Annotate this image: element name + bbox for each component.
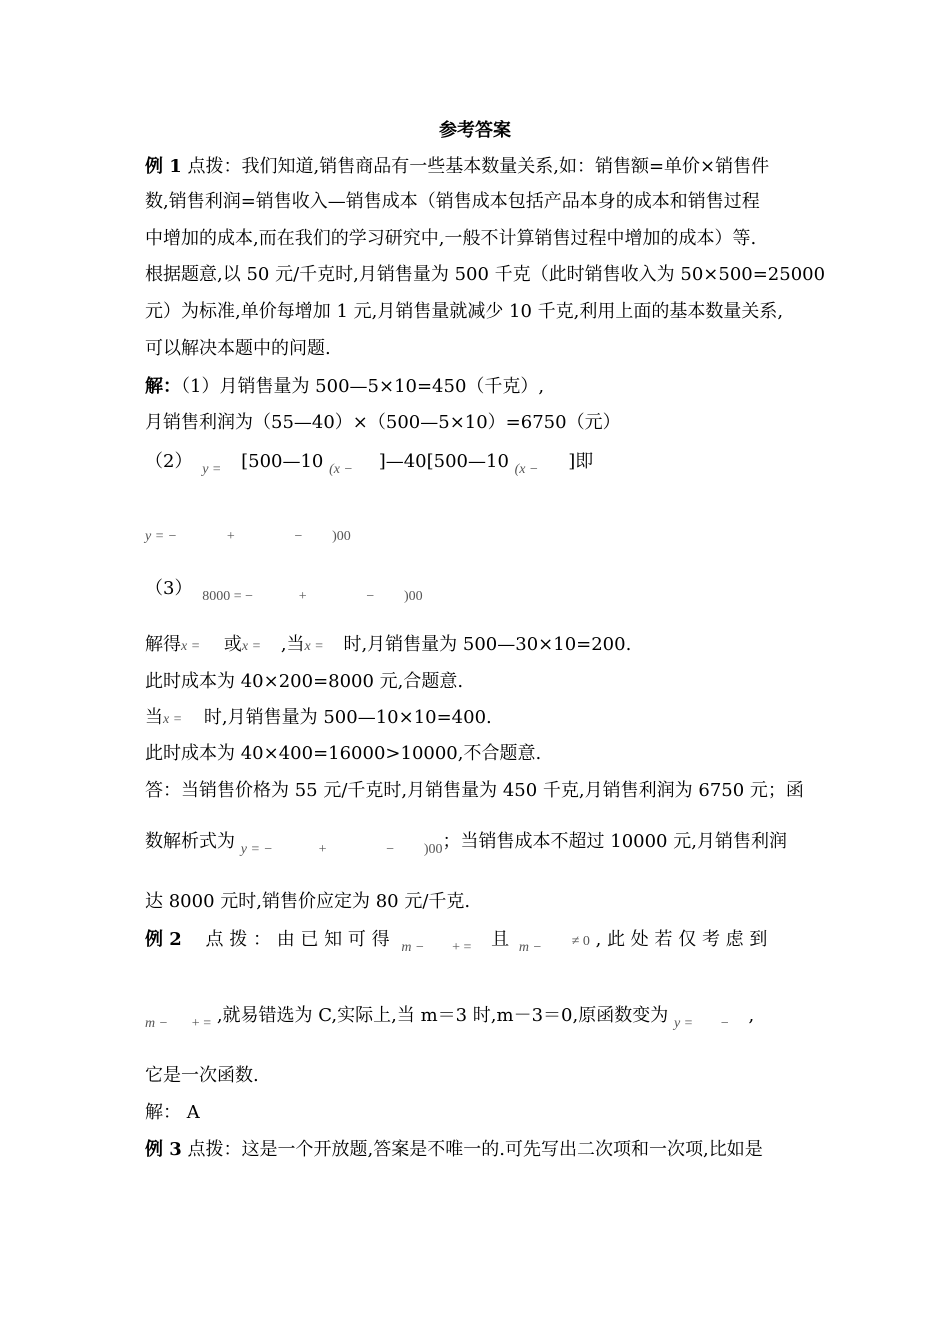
ex3-label: 例 3 [145, 1139, 182, 1160]
ex2-solution: 解： A [145, 1102, 200, 1123]
part2-eq-plus: + [226, 529, 235, 544]
result3-x: x = [163, 712, 183, 727]
ex2-hint-text-b: , 此 处 若 仅 考 虑 到 [595, 929, 768, 950]
result-x-3: x = [304, 639, 324, 654]
ex2-l2-plus-eq: + = [191, 1016, 212, 1031]
answer-text-a: 数解析式为 [145, 831, 235, 852]
part2-eq-minus: − [294, 529, 303, 544]
ex1-answer-line-1: 答：当销售价格为 55 元/千克时,月销售量为 450 千克,月销售利润为 6750 元；函 [145, 780, 804, 801]
ex1-solution-line-2: 月销售利润为（55—40）×（500—5×10）=6750（元） [145, 412, 621, 433]
ex2-l2-m-expr: m − [145, 1016, 169, 1031]
ex1-hint-line-3: 中增加的成本,而在我们的学习研究中,一般不计算销售过程中增加的成本）等. [145, 228, 757, 249]
answer-y: y = − [240, 842, 273, 857]
part2-x-paren-1: (x − [329, 462, 353, 477]
ex2-hint-line-1 [145, 927, 810, 955]
ex2-hint-text-a: 点 拨 ： 由 已 知 可 得 [205, 929, 390, 950]
ex1-hint-line-6: 可以解决本题中的问题. [145, 338, 331, 359]
result-text-a: 解得 [145, 634, 181, 655]
page-title: 参考答案 [439, 120, 511, 141]
part3-minus: − [366, 589, 375, 604]
ex1-hint-text-1: 点拨：我们知道,销售商品有一些基本数量关系,如：销售额=单价×销售件 [187, 156, 770, 177]
ex2-m-expr-1b: + = [452, 940, 472, 955]
part3-plus: + [298, 589, 307, 604]
ex2-not-equal: ≠ 0 [571, 934, 590, 949]
result3-text-b: 时,月销售量为 500—10×10=400. [203, 707, 492, 728]
result3-text-a: 当 [145, 707, 163, 728]
ex1-label: 例 1 [145, 156, 182, 177]
ex2-l2-minus: − [720, 1016, 729, 1031]
part2-eq-y: y = − [145, 529, 178, 544]
ex2-hint-line-2 [145, 1003, 810, 1031]
result-text-d: 时,月销售量为 500—30×10=200. [343, 634, 632, 655]
part2-label: （2） [145, 451, 193, 472]
result-text-c: ,当 [280, 634, 305, 655]
part2-x-paren-2: (x − [514, 462, 539, 477]
ex2-qie: 且 [491, 929, 510, 950]
ex1-part2-line [145, 449, 810, 477]
part2-eq-tail: )00 [332, 529, 351, 544]
result-x-2: x = [241, 639, 262, 654]
result-x-1: x = [181, 639, 201, 654]
part2-text-1: [500—10 [241, 451, 324, 472]
ex2-l2-text: ,就易错选为 C,实际上,当 m＝3 时,m－3＝0,原函数变为 [216, 1005, 669, 1026]
ex2-l2-comma: , [748, 1005, 755, 1026]
answer-tail: )00 [423, 842, 443, 857]
part3-tail: )00 [404, 589, 423, 604]
ex3-hint-text: 点拨：这是一个开放题,答案是不唯一的.可先写出二次项和一次项,比如是 [187, 1139, 763, 1160]
ex2-label: 例 2 [145, 929, 182, 950]
part2-text-2: ]—40[500—10 [378, 451, 509, 472]
ex3-hint-line-1 [145, 1137, 810, 1163]
ex1-part3-line [145, 576, 810, 604]
ex1-result-line-3 [145, 705, 810, 733]
ex1-answer-line-3: 达 8000 元时,销售价应定为 80 元/千克. [145, 891, 471, 912]
ex2-m-expr-1: m − [401, 940, 425, 955]
ex1-hint-line-4: 根据题意,以 50 元/千克时,月销售量为 500 千克（此时销售收入为 50×500=25000 [145, 264, 826, 285]
part3-label: （3） [145, 578, 193, 599]
answer-minus: − [386, 842, 395, 857]
ex1-hint-line-2: 数,销售利润=销售收入—销售成本（销售成本包括产品本身的成本和销售过程 [145, 191, 760, 212]
ex1-solution-line-1 [145, 374, 810, 400]
answer-plus: + [318, 842, 327, 857]
ex2-line-3: 它是一次函数. [145, 1065, 259, 1086]
part3-lhs: 8000 = − [202, 589, 253, 604]
part2-y-symbol: y = [202, 462, 222, 477]
ex1-hint-line-1 [145, 154, 810, 180]
ex1-answer-line-2 [145, 829, 810, 857]
ex1-part2-equation [145, 522, 810, 550]
ex1-hint-line-5: 元）为标准,单价每增加 1 元,月销售量就减少 10 千克,利用上面的基本数量关系, [145, 301, 784, 322]
ex1-solution-text-1: （1）月销售量为 500—5×10=450（千克）, [181, 376, 545, 397]
ex1-solution-label: 解： [145, 376, 181, 397]
answer-text-b: ；当销售成本不超过 10000 元,月销售利润 [442, 831, 787, 852]
result-text-b: 或 [223, 634, 242, 655]
ex1-result-line-2: 此时成本为 40×200=8000 元,合题意. [145, 671, 464, 692]
ex2-l2-y: y = [673, 1016, 694, 1031]
part2-text-3: ]即 [568, 451, 594, 472]
ex1-result-line-4: 此时成本为 40×400=16000>10000,不合题意. [145, 743, 542, 764]
ex2-m-expr-2: m − [518, 940, 542, 955]
ex1-result-line-1 [145, 632, 810, 660]
